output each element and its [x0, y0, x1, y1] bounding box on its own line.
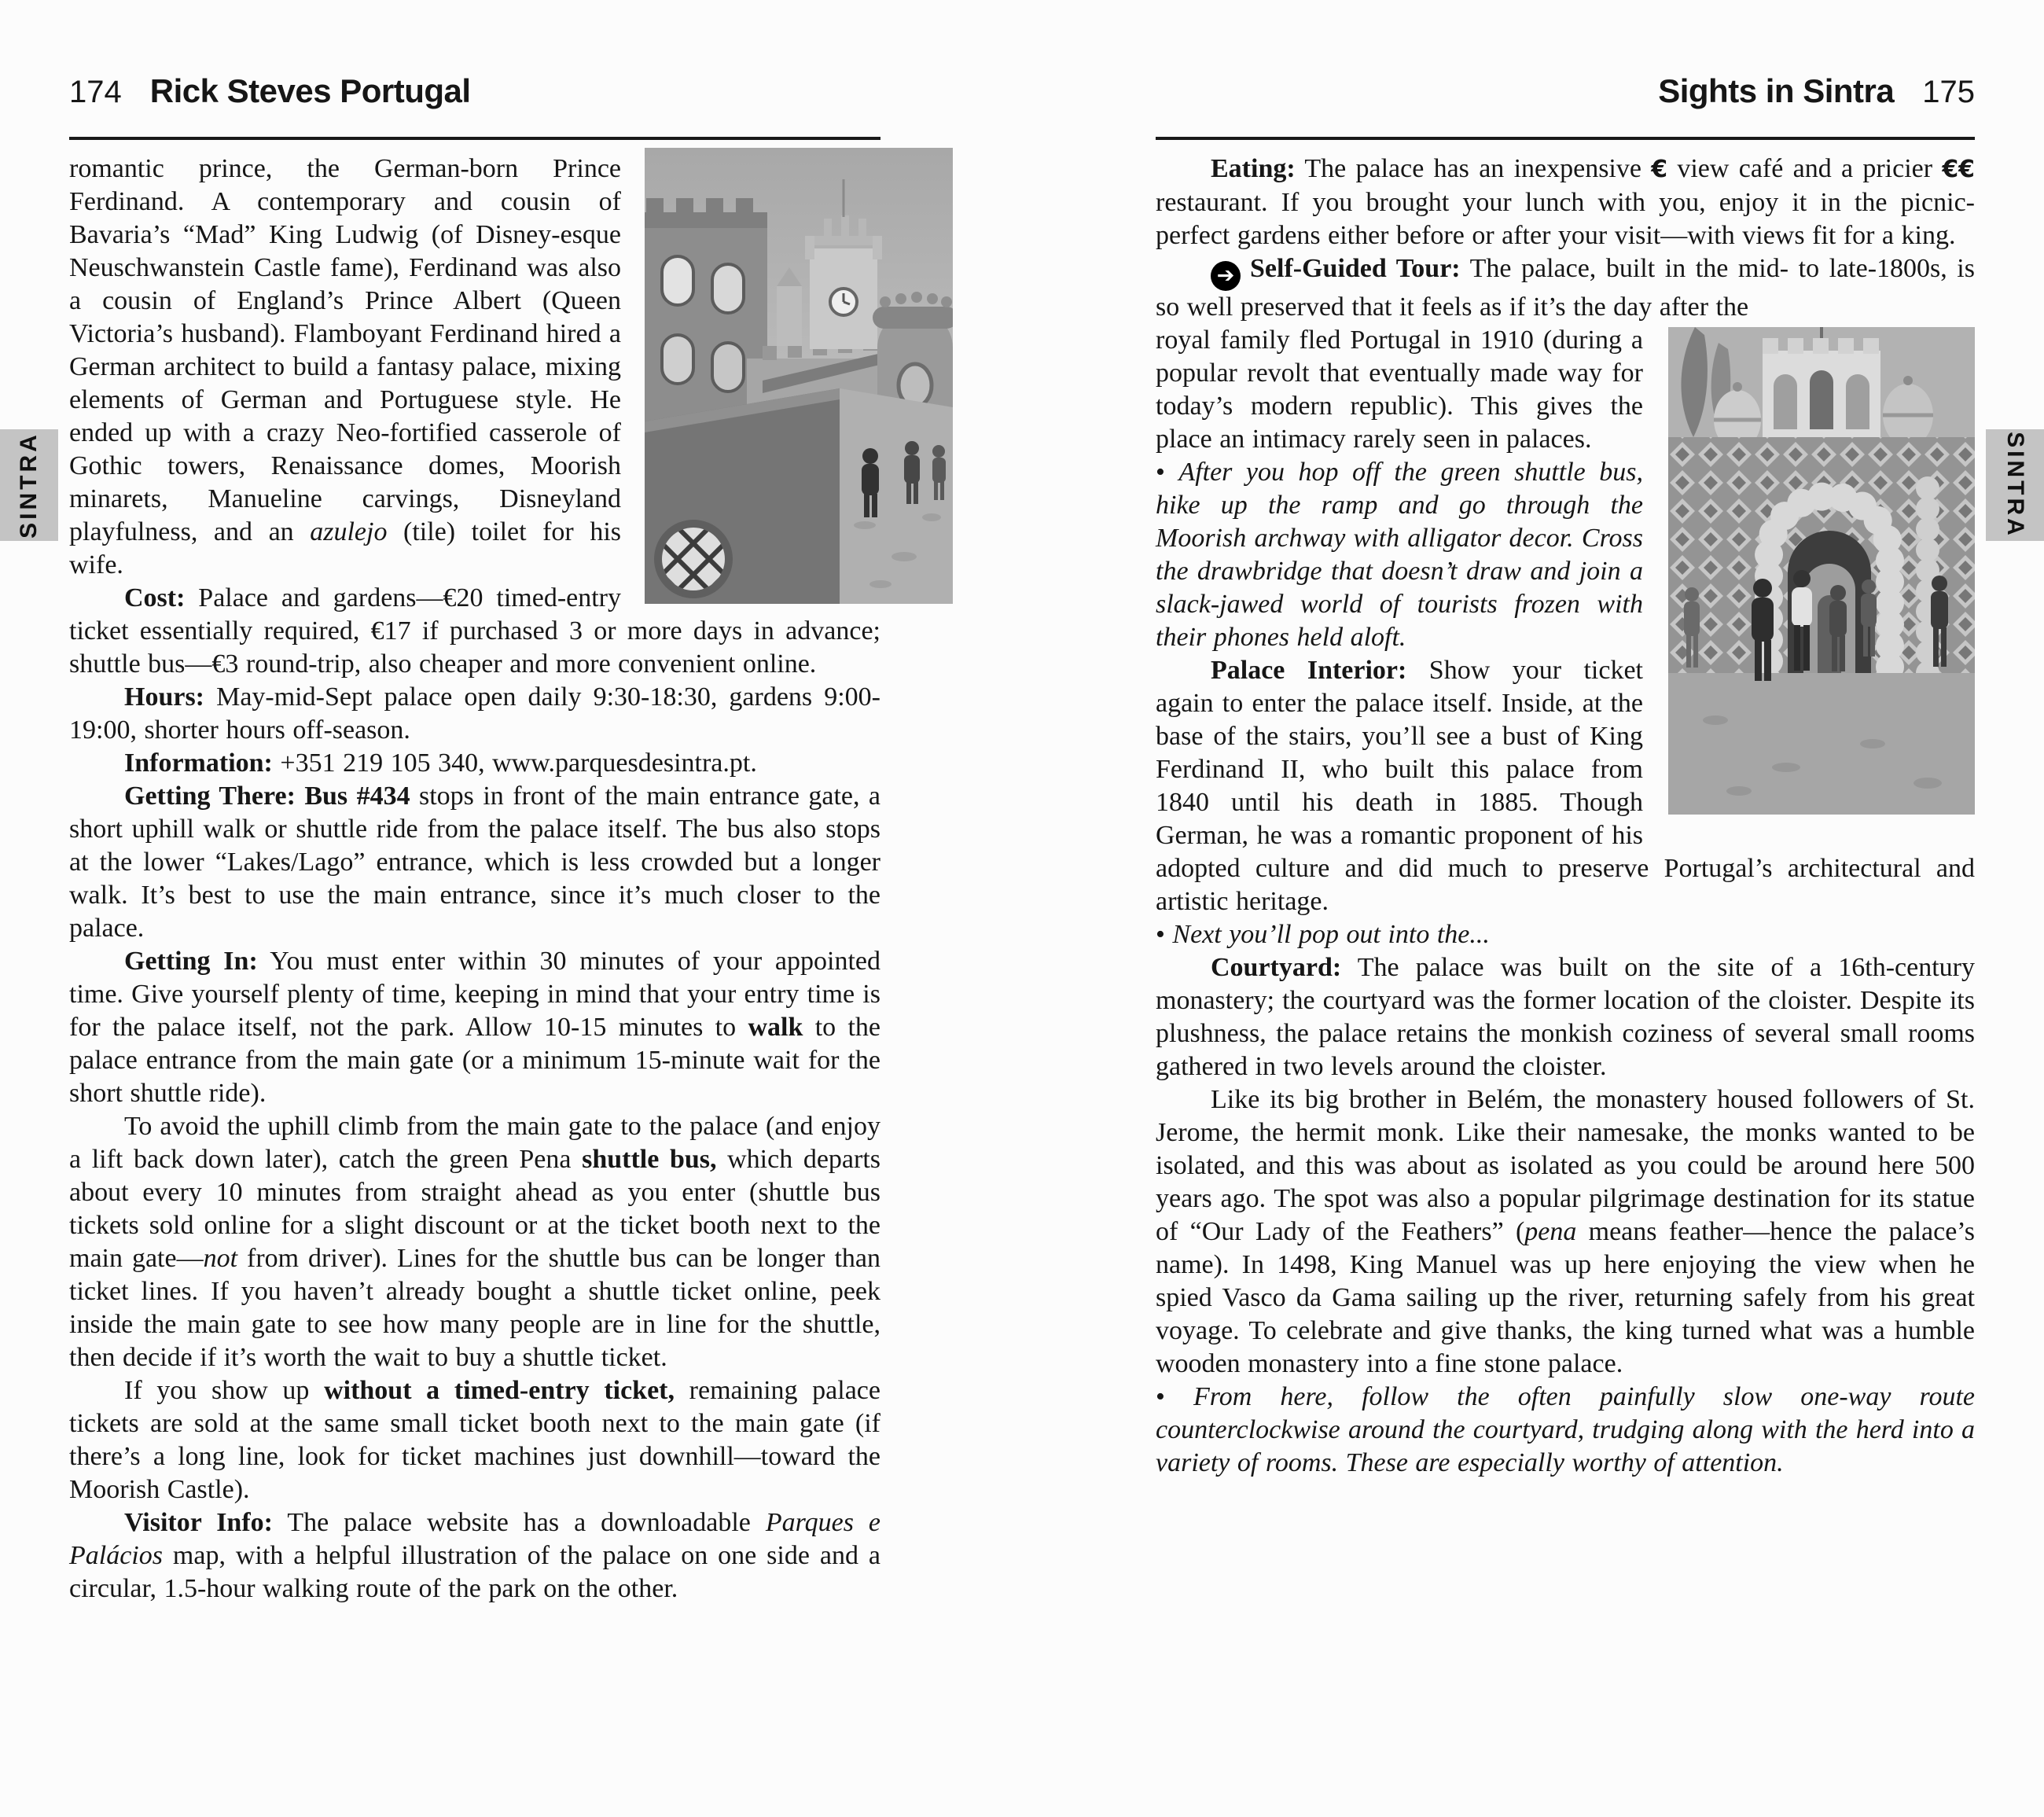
sintra-tab-label: SINTRA [2002, 432, 2029, 539]
left-page-body [69, 153, 880, 1606]
left-page-header-title: Rick Steves Portugal [149, 72, 471, 109]
without-ticket-paragraph: If you show up without a timed-entry ticket, remaining palace tickets are sold at the same small ticket booth next to the main gate (if there’s a long line, look for ticket machines just downhill—toward the Moorish Castle). [69, 1376, 880, 1504]
right-page-header [1156, 72, 1975, 140]
sintra-edge-tab-left [0, 429, 58, 541]
intro-paragraph: romantic prince, the German-born Prince Ferdinand. A contemporary and cousin of Bavaria’s “Mad” King Ludwig (of Disney-esque Neuschwanstein Castle fame), Ferdinand was also a cousin of England’s Prince Albert (Queen Victoria’s husband). Flamboyant Ferdinand hired a German architect to build a fantasy palace, mixing elements of German and Portuguese style. He ended up with a crazy Neo-fortified casserole of Gothic towers, Renaissance domes, Moorish minarets, Manueline carvings, Disneyland playfulness, and an azulejo (tile) toilet for his wife. [69, 153, 880, 582]
self-guided-tour-icon: ➔ [1211, 261, 1241, 291]
right-page [1156, 72, 1975, 1480]
courtyard-paragraph: Courtyard: The palace was built on the site of a 16th-century monastery; the courtyard was the former location of the cloister. Despite its plushness, the palace retains the monkish coziness of several small rooms gathered in two levels around the cloister. [1156, 953, 1975, 1081]
pena-palace-exterior-photo [645, 148, 953, 604]
self-guided-tour-text: Self-Guided Tour: The palace, built in the mid- to late-1800s, is so well preserved that it feels as if it’s the day after the [1156, 254, 1975, 322]
sintra-edge-tab-right [1986, 429, 2044, 541]
self-guided-tour-paragraph [1156, 252, 1975, 324]
left-page-header [69, 72, 880, 140]
pena-entrance-photo-graphic [1668, 327, 1975, 815]
eating-paragraph: Eating: The palace has an inexpensive € view café and a pricier €€ restaurant. If you brought your lunch with you, enjoy it in the picnic-perfect gardens either before or after your visit—with views fit for a king. [1156, 154, 1975, 250]
bullet-from-here-note: • From here, follow the often painfully slow one-way route counterclockwise around the courtyard, trudging along with the herd into a variety of rooms. These are especially worthy of attention. [1156, 1382, 1975, 1477]
right-page-body [1156, 153, 1975, 1480]
visitor-info-paragraph: Visitor Info: The palace website has a downloadable Parques e Palácios map, with a helpful illustration of the palace on one side and a circular, 1.5-hour walking route of the park on the other. [69, 1508, 881, 1603]
information-paragraph: Information: +351 219 105 340, www.parquesdesintra.pt. [124, 749, 757, 778]
bullet-next-note: • Next you’ll pop out into the... [1156, 920, 1490, 949]
right-page-header-title: Sights in Sintra [1658, 72, 1895, 109]
left-page [69, 72, 880, 1606]
sintra-tab-label: SINTRA [16, 432, 42, 539]
hours-paragraph: Hours: May-mid-Sept palace open daily 9:30-18:30, gardens 9:00-19:00, shorter hours off-season. [69, 682, 880, 745]
palace-interior-paragraph: Palace Interior: Show your ticket again to enter the palace itself. Inside, at the base of the stairs, you’ll see a bust of King Ferdinand II, who built this palace from 1840 until his death in 1885. Though German, he was a romantic proponent of his adopted culture and did much to preserve Portugal’s architectural and artistic heritage. [1156, 656, 1975, 916]
getting-in-paragraph: Getting In: You must enter within 30 minutes of your appointed time. Give yourself plenty of time, keeping in mind that your entry time is for the palace itself, not the park. Allow 10-15 minutes to walk to the palace entrance from the main gate (or a minimum 15-minute wait for the short shuttle ride). [69, 947, 880, 1108]
bullet-shuttle-note: • After you hop off the green shuttle bus, hike up the ramp and go through the Moorish archway with alligator decor. Cross the drawbridge that doesn’t draw and join a slack-jawed world of tourists frozen with their phones held aloft. [1156, 458, 1643, 652]
pena-entrance-gate-photo [1668, 327, 1975, 815]
pena-palace-photo-graphic [645, 148, 953, 604]
cost-paragraph: Cost: Palace and gardens—€20 timed-entry ticket essentially required, €17 if purchased 3 or more days in advance; shuttle bus—€3 round-trip, also cheaper and more convenient online. [69, 583, 880, 679]
tour-continued-paragraph: royal family fled Portugal in 1910 (during a popular revolt that eventually made way for today’s modern republic). This gives the place an intimacy rarely seen in palaces. [1156, 324, 1975, 456]
right-page-number: 175 [1922, 75, 1975, 109]
left-page-number: 174 [69, 75, 122, 109]
belem-paragraph: Like its big brother in Belém, the monastery housed followers of St. Jerome, the hermit monk. Like their namesake, the monks wanted to be isolated, and this was about as isolated as you could be around here 500 years ago. The spot was also a popular pilgrimage destination for its statue of “Our Lady of the Feathers” (pena means feather—hence the palace’s name). In 1498, King Manuel was up here enjoying the view when he spied Vasco da Gama sailing up the river, returning safely from his great voyage. To celebrate and give thanks, the king turned what was a humble wooden monastery into a fine stone palace. [1156, 1085, 1975, 1378]
shuttle-paragraph: To avoid the uphill climb from the main gate to the palace (and enjoy a lift back down later), catch the green Pena shuttle bus, which departs about every 10 minutes from straight ahead as you enter (shuttle bus tickets sold online for a slight discount or at the ticket booth next to the main gate—not from driver). Lines for the shuttle bus can be longer than ticket lines. If you haven’t already bought a shuttle ticket online, peek inside the main gate to see how many people are in line for the shuttle, then decide if it’s worth the wait to buy a shuttle ticket. [69, 1112, 881, 1372]
getting-there-paragraph: Getting There: Bus #434 stops in front of the main entrance gate, a short uphill walk or shuttle ride from the palace itself. The bus also stops at the lower “Lakes/Lago” entrance, which is less crowded but a longer walk. It’s best to use the main entrance, since it’s much closer to the palace. [69, 782, 881, 943]
